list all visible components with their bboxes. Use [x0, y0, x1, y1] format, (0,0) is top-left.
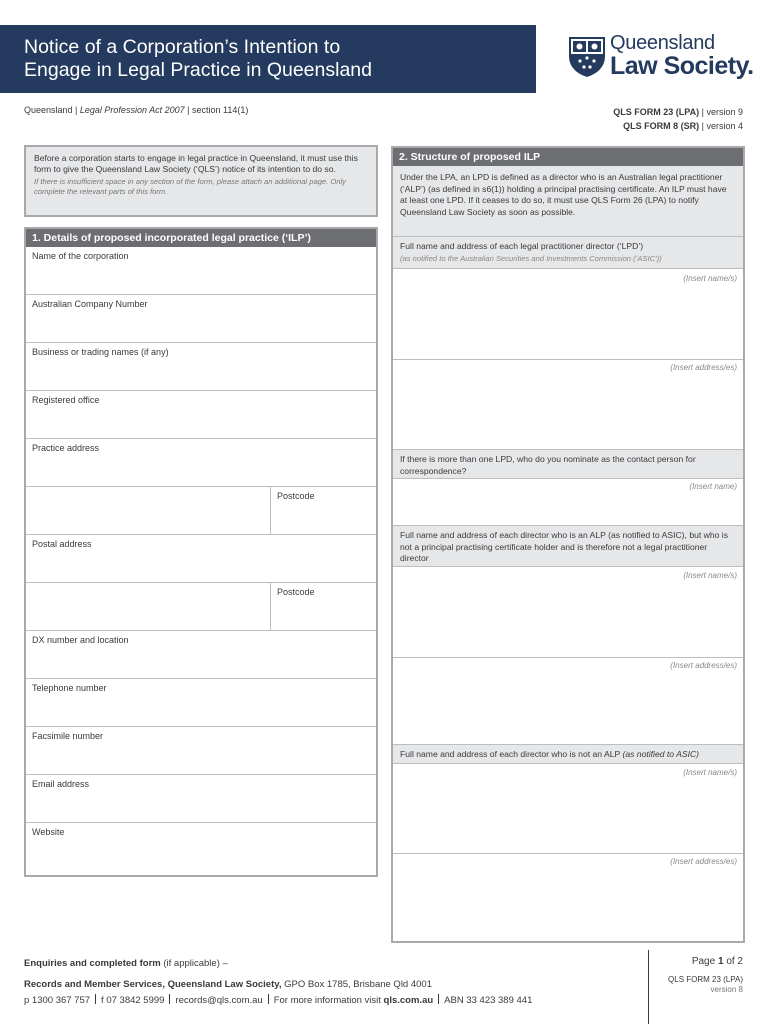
form-title-line2: Engage in Legal Practice in Queensland: [24, 59, 372, 81]
acn-label: Australian Company Number: [32, 299, 148, 309]
practice-address-field[interactable]: [26, 439, 376, 487]
alp-addresses-hint: (Insert address/es): [670, 661, 737, 670]
lpd-question-text: Full name and address of each legal practitioner director (‘LPD’): [400, 241, 644, 251]
lpd-names-hint: (Insert name/s): [683, 274, 737, 283]
telephone-label: Telephone number: [32, 683, 107, 693]
logo-text-law-society: Law Society.: [610, 52, 754, 80]
enquiries-label: Enquiries and completed form: [24, 958, 161, 969]
website-label: Website: [32, 827, 65, 837]
form-title-line1: Notice of a Corporation’s Intention to: [24, 36, 341, 58]
more-info-text: For more information visit: [273, 995, 381, 1006]
form-23-name: QLS FORM 23 (LPA): [613, 107, 700, 117]
dx-number-field[interactable]: [26, 631, 376, 679]
non-alp-question-italic: (as notified to ASIC): [622, 749, 700, 759]
trading-names-label: Business or trading names (if any): [32, 347, 169, 357]
practice-address-line2[interactable]: [26, 487, 376, 535]
registered-office-label: Registered office: [32, 395, 100, 405]
footer-form-name: QLS FORM 23 (LPA): [668, 975, 743, 984]
dx-number-label: DX number and location: [32, 635, 129, 645]
non-alp-question-text: Full name and address of each director who is not an ALP: [400, 749, 621, 759]
footer-page-info: [668, 956, 743, 994]
postal-address-text: GPO Box 1785, Brisbane Qld 4001: [284, 979, 432, 990]
alp-names-hint: (Insert name/s): [683, 571, 737, 580]
acn-field[interactable]: [26, 295, 376, 343]
section-ilp-structure: [391, 146, 745, 943]
section2-description: Under the LPA, an LPD is defined as a director who is an Australian legal practitioner (‘ALP’) (as defined in s6(1)) holding a principal practising certificate. An ILP must have at least one LPD. If it ceases to do so, it must use QLS Form 26 (LPA) to notify Queensland Law Society as soon as possible.: [393, 166, 743, 237]
website-field[interactable]: [26, 823, 376, 871]
alp-director-question: [393, 525, 743, 567]
postal-address-label: Postal address: [32, 539, 92, 549]
contact-name-hint: (Insert name): [689, 482, 737, 491]
act-prefix: Queensland |: [24, 105, 78, 115]
intro-box: [24, 145, 378, 217]
page-number: 1: [717, 956, 724, 967]
fax-number: f 07 3842 5999: [101, 995, 165, 1006]
form-8-name: QLS FORM 8 (SR): [623, 121, 700, 131]
facsimile-label: Facsimile number: [32, 731, 104, 741]
non-alp-names-hint: (Insert name/s): [683, 768, 737, 777]
abn-text: ABN 33 423 389 441: [444, 995, 533, 1006]
corporation-name-label: Name of the corporation: [32, 251, 129, 261]
alp-director-question-text: Full name and address of each director who is an ALP (as notified to ASIC), but who is not a principal practising certificate holder and is therefore not a legal practitioner director: [400, 530, 729, 563]
phone-number: p 1300 367 757: [24, 995, 91, 1006]
postal-postcode-label: Postcode: [277, 587, 315, 597]
email-field[interactable]: [26, 775, 376, 823]
website-link[interactable]: qls.com.au: [383, 995, 434, 1006]
footer-divider: [648, 950, 649, 1024]
registered-office-field[interactable]: [26, 391, 376, 439]
records-org: Records and Member Services, Queensland Law Society,: [24, 979, 282, 990]
postal-address-field[interactable]: [26, 535, 376, 583]
non-alp-addresses-hint: (Insert address/es): [670, 857, 737, 866]
enquiries-suffix: (if applicable) –: [163, 958, 228, 969]
email-label: Email address: [32, 779, 90, 789]
corporation-name-field[interactable]: [26, 247, 376, 295]
lpd-addresses-hint: (Insert address/es): [670, 363, 737, 372]
contact-person-question-text: If there is more than one LPD, who do you nominate as the contact person for correspondence?: [400, 454, 696, 476]
qls-logo: [568, 32, 758, 80]
legislation-reference: [24, 105, 248, 115]
telephone-field[interactable]: [26, 679, 376, 727]
form-versions: [613, 105, 743, 133]
act-section: | section 114(1): [187, 105, 249, 115]
trading-names-field[interactable]: [26, 343, 376, 391]
practice-postcode-field[interactable]: [270, 487, 376, 535]
title-band: [0, 25, 536, 93]
postal-postcode-field[interactable]: [270, 583, 376, 631]
contact-person-question: [393, 449, 743, 479]
crest-icon: [568, 34, 606, 78]
form-8-version: | version 4: [701, 121, 743, 131]
footer-contact: [24, 956, 532, 1009]
intro-text: Before a corporation starts to engage in legal practice in Queensland, it must use this form to give the Queensland Law Society (‘QLS’) notice of its intention to do so.: [34, 153, 358, 174]
act-name: Legal Profession Act 2007: [79, 105, 185, 115]
form-23-version: | version 9: [701, 107, 743, 117]
lpd-question: [393, 237, 743, 269]
section-ilp-details: [24, 227, 378, 877]
non-alp-divider: [393, 853, 743, 854]
footer-form-version: version 8: [710, 985, 743, 994]
section1-heading: 1. Details of proposed incorporated legal practice (‘ILP’): [26, 229, 376, 247]
facsimile-field[interactable]: [26, 727, 376, 775]
practice-postcode-label: Postcode: [277, 491, 315, 501]
lpd-divider: [393, 359, 743, 360]
page-prefix: Page: [691, 956, 716, 967]
page-total: of 2: [726, 956, 743, 967]
non-alp-director-question: [393, 744, 743, 764]
logo-text-queensland: Queensland: [610, 32, 715, 54]
alp-divider: [393, 657, 743, 658]
intro-note: If there is insufficient space in any section of the form, please attach an additional page. Only complete the relevant parts of this form.: [34, 177, 346, 196]
lpd-question-sub: (as notified to the Australian Securities and Investments Commission (‘ASIC’)): [400, 253, 662, 263]
practice-address-label: Practice address: [32, 443, 100, 453]
records-email-link[interactable]: records@qls.com.au: [175, 995, 263, 1006]
section2-heading: 2. Structure of proposed ILP: [393, 148, 743, 166]
postal-address-line2[interactable]: [26, 583, 376, 631]
